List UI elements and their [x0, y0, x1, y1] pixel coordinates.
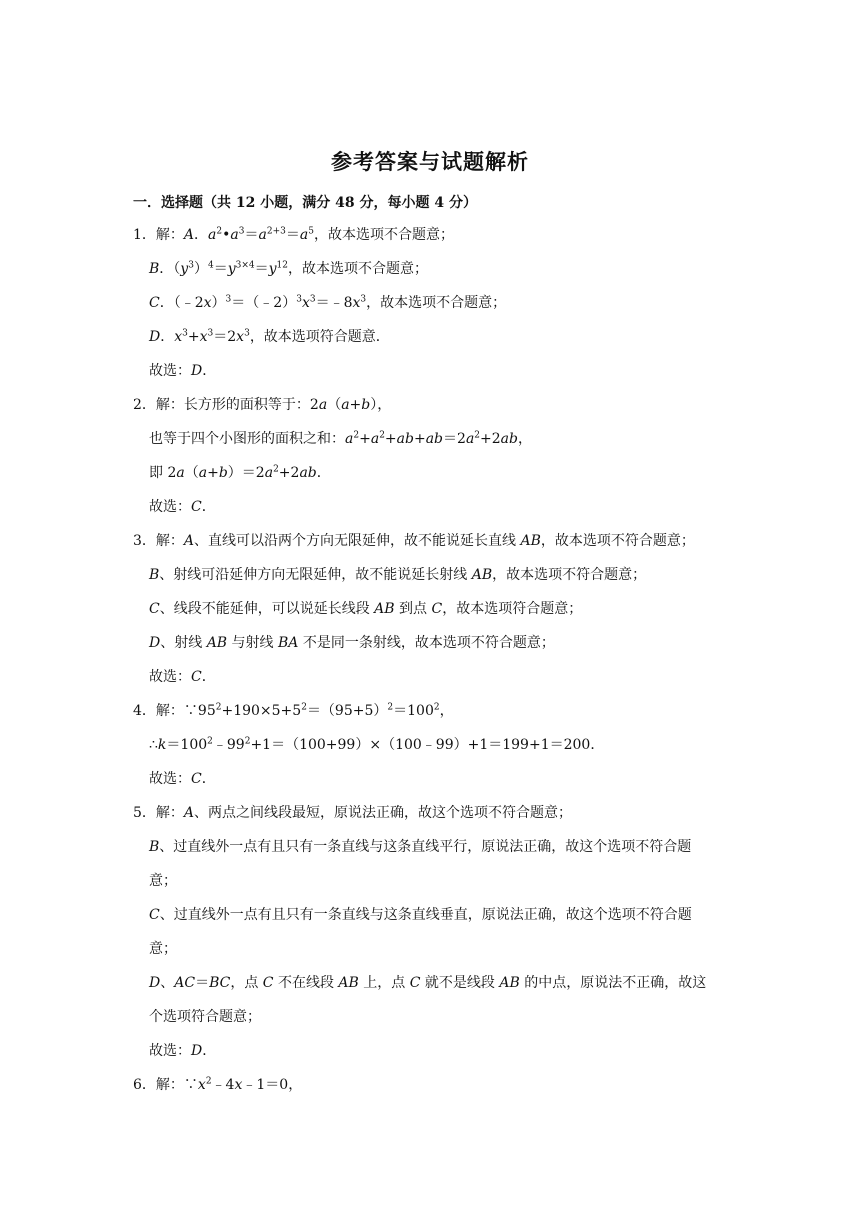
answer-line: C、线段不能延伸，可以说延长线段 AB 到点 C，故本选项符合题意；	[149, 601, 583, 617]
answer-line: 个选项符合题意；	[149, 1009, 261, 1025]
answer-line: 意；	[149, 941, 177, 957]
answer-line: 2．解：长方形的面积等于：2a（a+b），	[133, 397, 392, 413]
answer-line: B、射线可沿延伸方向无限延伸，故不能说延长射线 AB，故本选项不符合题意；	[149, 567, 647, 583]
answer-line: B、过直线外一点有且只有一条直线与这条直线平行，原说法正确，故这个选项不符合题	[149, 839, 692, 855]
answer-line: B．$(y^3)^4=y^{3\times 4}=y^{12}$，故本选项不合题意；	[149, 260, 428, 277]
answer-line: 故选：C．	[149, 669, 216, 685]
answer-line: 5．解：A、两点之间线段最短，原说法正确，故这个选项不符合题意；	[133, 805, 573, 821]
answer-line: C．$(﹣2x)^3=(﹣2)^3x^3=﹣8x^3$，故本选项不合题意；	[149, 294, 507, 311]
answer-line: 故选：C．	[149, 771, 216, 787]
answer-line: 故选：D．	[149, 1043, 217, 1059]
answer-line: 6．解：$\because x^2﹣4x﹣1=0$，	[133, 1076, 303, 1093]
answer-line: $\therefore k=100^2﹣99^2+1=(100+99)\times(100﹣99)+1=199+1=200$．	[149, 736, 605, 753]
page-title: 参考答案与试题解析	[331, 149, 529, 174]
answer-line: 4．解：$\because 95^2+190\times 5+5^2=(95+5)^2=100^2$，	[133, 702, 454, 719]
answer-line: C、过直线外一点有且只有一条直线与这条直线垂直，原说法正确，故这个选项不符合题	[149, 907, 692, 923]
answer-line: 即 $2a(a+b)=2a^2+2ab$．	[149, 464, 331, 481]
answer-line: 也等于四个小图形的面积之和：$a^2+a^2+ab+ab=2a^2+2ab$，	[149, 430, 532, 447]
answer-line: 1．解：A．$a^2•a^3=a^{2+3}=a^5$，故本选项不合题意；	[133, 226, 454, 243]
answer-line: 3．解：A、直线可以沿两个方向无限延伸，故不能说延长直线 AB，故本选项不符合题意；	[133, 533, 695, 549]
answer-line: 意；	[149, 873, 177, 889]
answer-line: D．$x^3+x^3=2x^3$，故本选项符合题意．	[149, 328, 390, 345]
section-heading: 一．选择题（共 12 小题，满分 48 分，每小题 4 分）	[133, 195, 477, 211]
answer-line: D、AC＝BC，点 C 不在线段 AB 上，点 C 就不是线段 AB 的中点，原说法不正确，故这	[149, 975, 707, 991]
answer-line: 故选：C．	[149, 499, 216, 515]
answer-line: D、射线 AB 与射线 BA 不是同一条射线，故本选项不符合题意；	[149, 635, 555, 651]
answer-line: 故选：D．	[149, 363, 217, 379]
